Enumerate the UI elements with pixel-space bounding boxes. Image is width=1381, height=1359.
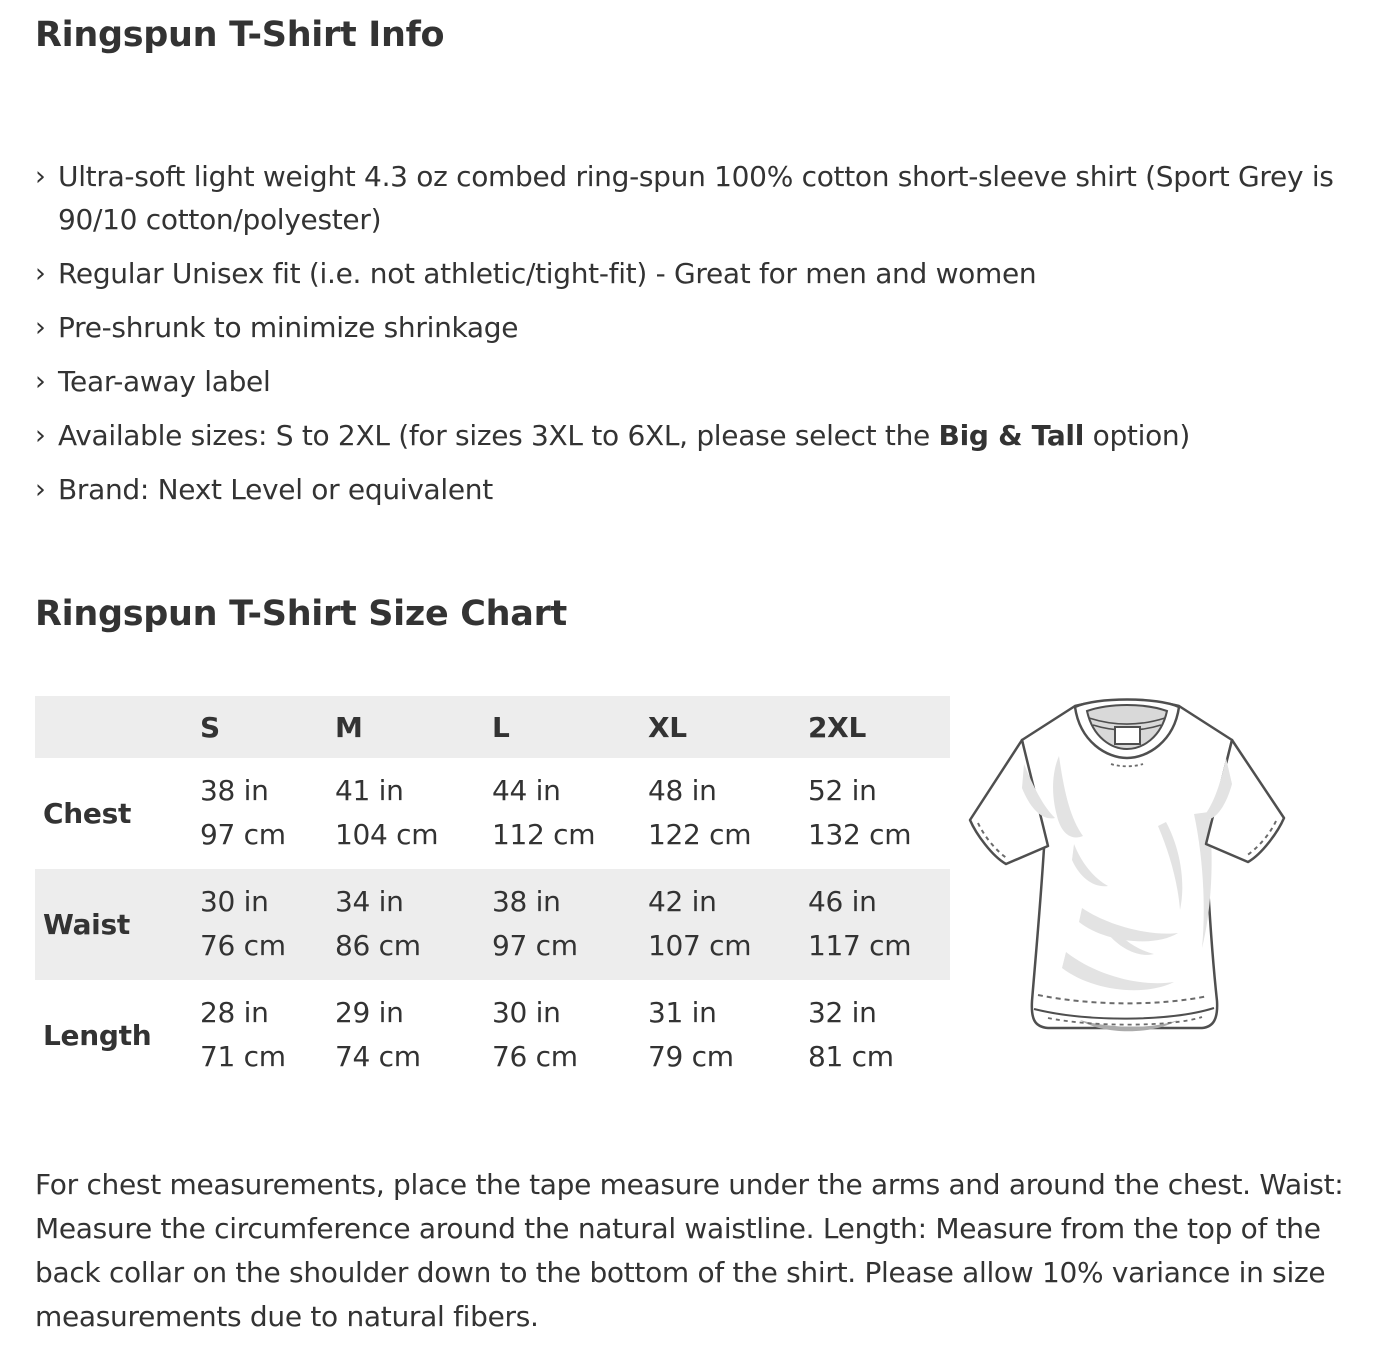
bullet-arrow-icon: › — [35, 420, 46, 451]
table-row-chest — [35, 758, 950, 869]
row-label-chest: Chest — [43, 797, 132, 830]
list-item-text: Regular Unisex fit (i.e. not athletic/tight-fit) - Great for men and women — [58, 257, 1037, 290]
value-cm: 76 cm — [200, 929, 286, 962]
list-item — [35, 360, 1335, 403]
value-in: 28 in — [200, 996, 269, 1029]
value-in: 48 in — [648, 774, 717, 807]
value-in: 41 in — [335, 774, 404, 807]
value-in: 44 in — [492, 774, 561, 807]
cell-length-s — [200, 980, 335, 1091]
list-item-text-bold: Big & Tall — [938, 419, 1085, 452]
cell-waist-xl — [648, 869, 808, 980]
measurement-instructions: For chest measurements, place the tape measure under the arms and around the chest. Waist: Measure the circumference around the natural waistline. Length: Measure from the top of the back collar on the shoulder down to the bottom of the shirt. Please allow 10% variance in size measurements due to natural fibers. — [35, 1168, 1344, 1333]
table-row-length — [35, 980, 950, 1091]
list-item — [35, 414, 1335, 457]
bullet-arrow-icon: › — [35, 366, 46, 397]
value-in: 34 in — [335, 885, 404, 918]
value-in: 46 in — [808, 885, 877, 918]
list-item-text: Tear-away label — [58, 365, 271, 398]
size-chart-section — [35, 696, 1345, 1091]
column-header-l: L — [492, 710, 510, 744]
product-feature-list — [35, 155, 1345, 511]
value-cm: 122 cm — [648, 818, 752, 851]
list-item — [35, 468, 1335, 511]
cell-chest-2xl — [808, 758, 950, 869]
cell-chest-xl — [648, 758, 808, 869]
t-shirt-illustration — [962, 696, 1294, 1048]
list-item — [35, 306, 1335, 349]
list-item-text: Pre-shrunk to minimize shrinkage — [58, 311, 519, 344]
cell-length-m — [335, 980, 492, 1091]
value-cm: 97 cm — [492, 929, 578, 962]
cell-waist-2xl — [808, 869, 950, 980]
size-chart-table — [35, 696, 950, 1091]
value-cm: 132 cm — [808, 818, 912, 851]
value-cm: 86 cm — [335, 929, 421, 962]
cell-waist-l — [492, 869, 648, 980]
table-row-waist — [35, 869, 950, 980]
row-label-length: Length — [43, 1019, 152, 1052]
bullet-arrow-icon: › — [35, 161, 46, 192]
column-header-xl: XL — [648, 710, 687, 744]
value-in: 29 in — [335, 996, 404, 1029]
cell-chest-l — [492, 758, 648, 869]
cell-length-l — [492, 980, 648, 1091]
column-header-2xl: 2XL — [808, 710, 867, 744]
list-item-text — [58, 419, 1190, 452]
bullet-arrow-icon: › — [35, 474, 46, 505]
cell-waist-m — [335, 869, 492, 980]
value-in: 38 in — [200, 774, 269, 807]
value-cm: 76 cm — [492, 1040, 578, 1073]
column-header-s: S — [200, 710, 220, 744]
value-cm: 74 cm — [335, 1040, 421, 1073]
list-item — [35, 155, 1335, 241]
list-item-text-pre: Available sizes: S to 2XL (for sizes 3XL to 6XL, please select the — [58, 419, 939, 452]
column-header-m: M — [335, 710, 363, 744]
page-title: Ringspun T-Shirt Info — [35, 15, 445, 55]
value-cm: 104 cm — [335, 818, 439, 851]
list-item-text: Ultra-soft light weight 4.3 oz combed ring-spun 100% cotton short-sleeve shirt (Sport Grey is 90/10 cotton/polyester) — [58, 160, 1334, 236]
value-cm: 117 cm — [808, 929, 912, 962]
list-item — [35, 252, 1335, 295]
value-in: 30 in — [492, 996, 561, 1029]
value-in: 32 in — [808, 996, 877, 1029]
cell-chest-m — [335, 758, 492, 869]
value-in: 38 in — [492, 885, 561, 918]
bullet-arrow-icon: › — [35, 258, 46, 289]
table-header-row — [35, 696, 950, 758]
value-in: 42 in — [648, 885, 717, 918]
value-cm: 71 cm — [200, 1040, 286, 1073]
value-cm: 79 cm — [648, 1040, 734, 1073]
value-in: 30 in — [200, 885, 269, 918]
t-shirt-icon — [962, 696, 1294, 1044]
cell-chest-s — [200, 758, 335, 869]
table-corner-cell — [35, 696, 200, 758]
cell-length-2xl — [808, 980, 950, 1091]
list-item-text: Brand: Next Level or equivalent — [58, 473, 493, 506]
value-in: 52 in — [808, 774, 877, 807]
value-cm: 107 cm — [648, 929, 752, 962]
bullet-arrow-icon: › — [35, 312, 46, 343]
cell-length-xl — [648, 980, 808, 1091]
value-cm: 112 cm — [492, 818, 596, 851]
value-cm: 97 cm — [200, 818, 286, 851]
row-label-waist: Waist — [43, 908, 130, 941]
size-chart-title: Ringspun T-Shirt Size Chart — [35, 594, 567, 634]
value-in: 31 in — [648, 996, 717, 1029]
cell-waist-s — [200, 869, 335, 980]
value-cm: 81 cm — [808, 1040, 894, 1073]
list-item-text-post: option) — [1084, 419, 1190, 452]
